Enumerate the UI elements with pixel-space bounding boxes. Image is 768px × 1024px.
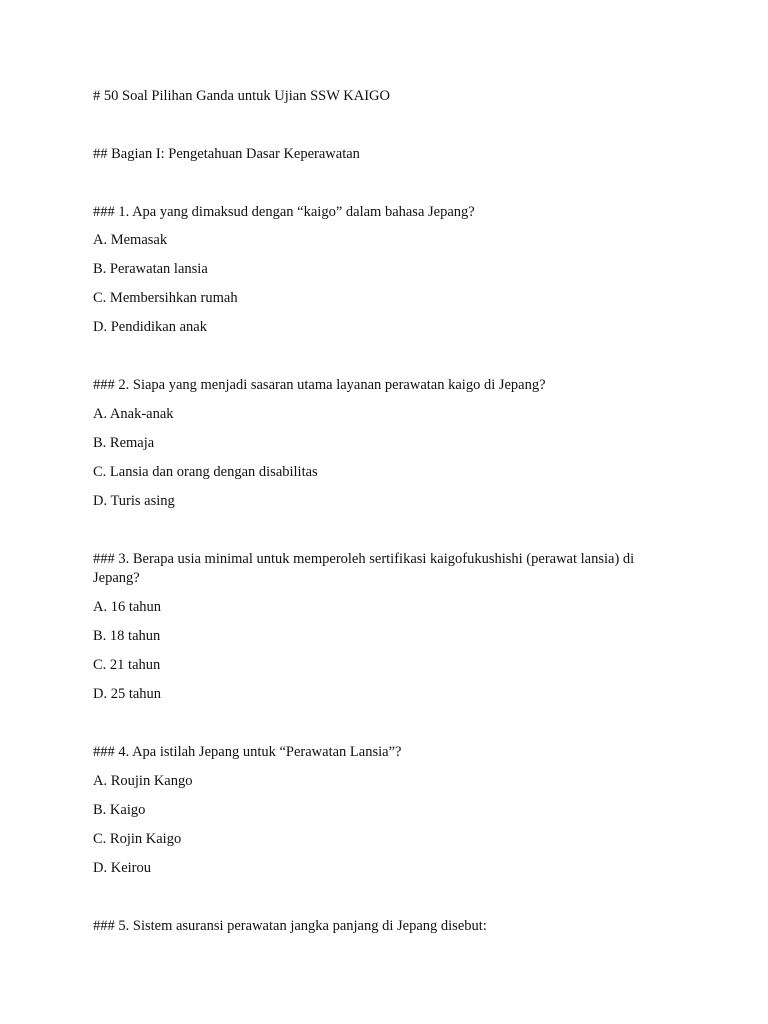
- question-2-option-a: A. Anak-anak: [93, 406, 174, 422]
- question-1-option-b: B. Perawatan lansia: [93, 261, 208, 277]
- question-4-option-d: D. Keirou: [93, 860, 151, 876]
- question-2-option-c: C. Lansia dan orang dengan disabilitas: [93, 464, 318, 480]
- question-1-option-d: D. Pendidikan anak: [93, 319, 207, 335]
- question-1-option-a: A. Memasak: [93, 232, 168, 248]
- question-4-option-b: B. Kaigo: [93, 802, 146, 818]
- question-2: ### 2. Siapa yang menjadi sasaran utama layanan perawatan kaigo di Jepang?: [93, 377, 546, 393]
- question-1-option-c: C. Membersihkan rumah: [93, 290, 238, 306]
- question-1: ### 1. Apa yang dimaksud dengan “kaigo” dalam bahasa Jepang?: [93, 204, 475, 220]
- question-2-option-b: B. Remaja: [93, 435, 155, 451]
- question-4: ### 4. Apa istilah Jepang untuk “Perawatan Lansia”?: [93, 744, 402, 760]
- document-title: # 50 Soal Pilihan Ganda untuk Ujian SSW KAIGO: [93, 88, 390, 104]
- question-3-option-d: D. 25 tahun: [93, 686, 162, 702]
- question-4-option-a: A. Roujin Kango: [93, 773, 193, 789]
- section-heading: ## Bagian I: Pengetahuan Dasar Keperawatan: [93, 146, 360, 162]
- question-3-option-c: C. 21 tahun: [93, 657, 161, 673]
- question-5: ### 5. Sistem asuransi perawatan jangka panjang di Jepang disebut:: [93, 918, 487, 934]
- question-3-option-a: A. 16 tahun: [93, 599, 162, 615]
- question-3-option-b: B. 18 tahun: [93, 628, 161, 644]
- question-4-option-c: C. Rojin Kaigo: [93, 831, 182, 847]
- question-2-option-d: D. Turis asing: [93, 493, 175, 509]
- question-3: ### 3. Berapa usia minimal untuk memperoleh sertifikasi kaigofukushishi (perawat lansia) di Jepang?: [93, 551, 635, 586]
